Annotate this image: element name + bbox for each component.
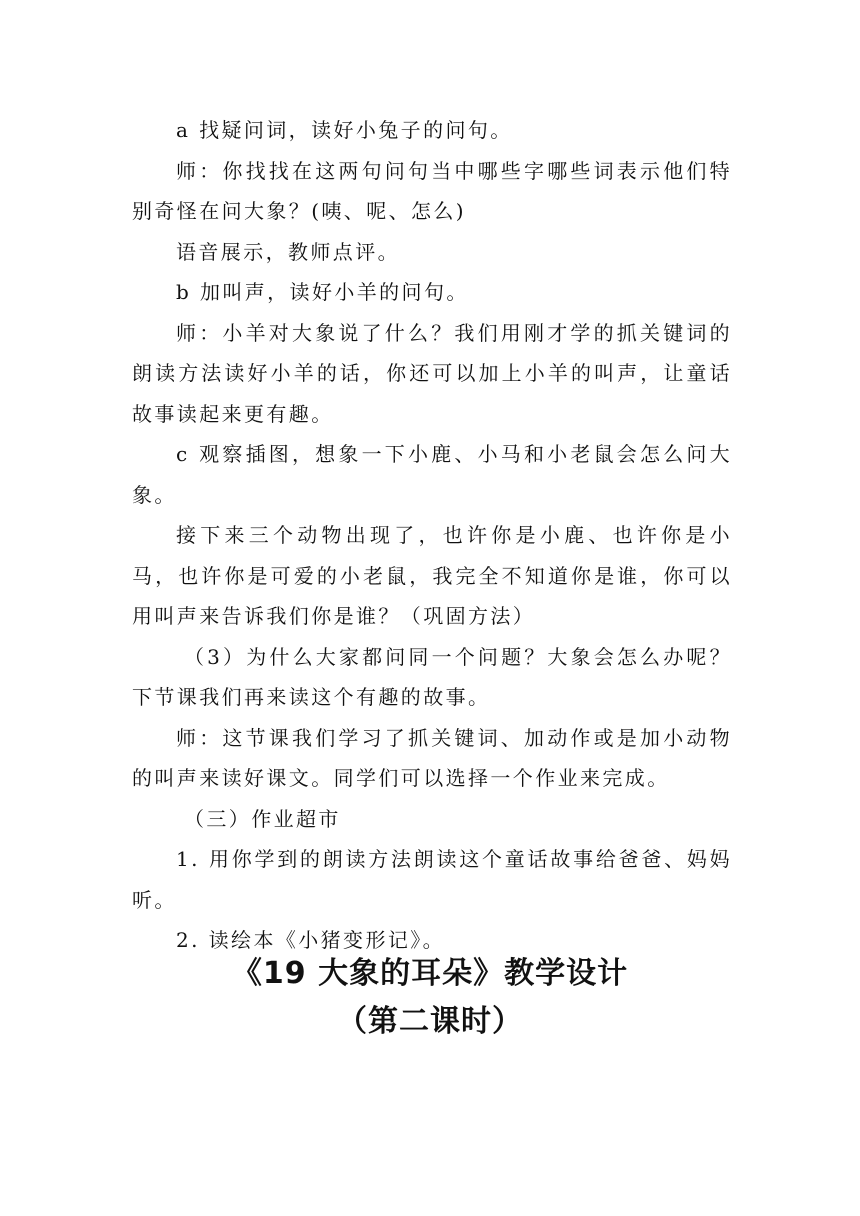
section-heading: （三）作业超市 <box>184 806 341 831</box>
paragraph: 语音展示，教师点评。 <box>176 239 400 264</box>
paragraph: b 加叫声，读好小羊的问句。 <box>176 280 469 304</box>
homework-item: 2. 读绘本《小猪变形记》。 <box>176 928 446 952</box>
paragraph: （3）为什么大家都问同一个问题？大象会怎么办呢？下节课我们再来读这个有趣的故事。 <box>132 644 732 709</box>
lesson-title-block <box>0 950 860 1046</box>
homework-item: 1. 用你学到的朗读方法朗读这个童话故事给爸爸、妈妈听。 <box>132 847 732 912</box>
document-body <box>132 110 732 961</box>
paragraph: a 找疑问词，读好小兔子的问句。 <box>176 118 513 142</box>
lesson-title: 《19 大象的耳朵》教学设计 <box>231 956 629 991</box>
paragraph: 接下来三个动物出现了，也许你是小鹿、也许你是小马，也许你是可爱的小老鼠，我完全不知道你是谁，你可以用叫声来告诉我们你是谁？（巩固方法） <box>132 523 732 628</box>
paragraph: c 观察插图，想象一下小鹿、小马和小老鼠会怎么问大象。 <box>132 442 732 507</box>
paragraph: 师：你找找在这两句问句当中哪些字哪些词表示他们特别奇怪在问大象？(咦、呢、怎么) <box>132 158 732 223</box>
paragraph: 师：这节课我们学习了抓关键词、加动作或是加小动物的叫声来读好课文。同学们可以选择一个作业来完成。 <box>132 725 732 790</box>
lesson-subtitle: （第二课时） <box>337 1004 523 1039</box>
paragraph: 师：小羊对大象说了什么？我们用刚才学的抓关键词的朗读方法读好小羊的话，你还可以加上小羊的叫声，让童话故事读起来更有趣。 <box>132 320 732 426</box>
